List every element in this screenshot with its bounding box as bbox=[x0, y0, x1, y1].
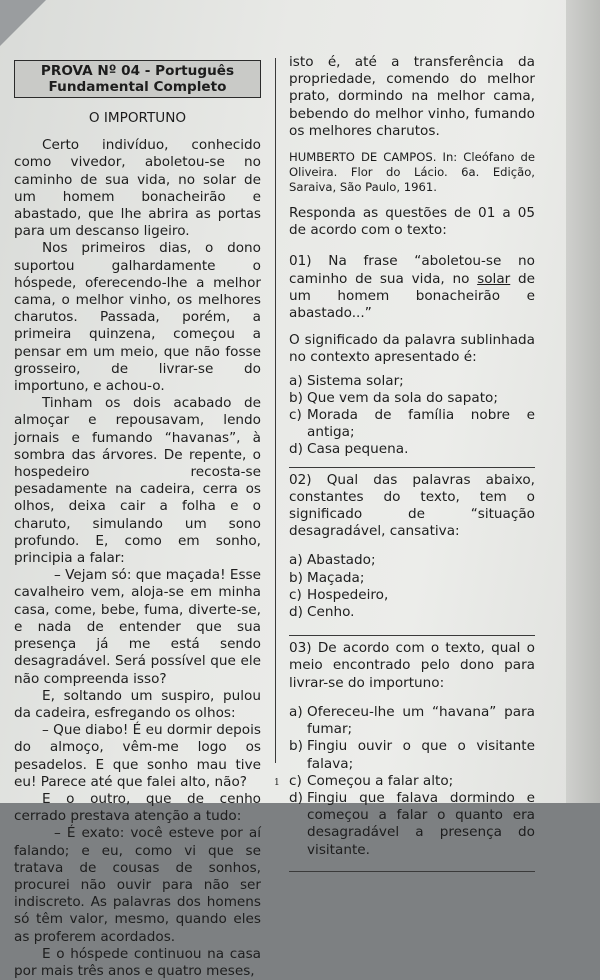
story-paragraph: – Vejam só: que maçada! Esse cavalheiro vem, aloja-se em minha casa, come, bebe, fuma, diverte-se, e nada de entender que sua presença já me está sendo desagradável. Será possível que ele não compreenda isso? bbox=[14, 567, 261, 687]
question-2-text: 02) Qual das palavras abaixo, constantes do texto, tem o significado de “situação desagradável, cansativa: bbox=[289, 471, 535, 540]
option-letter: b) bbox=[289, 738, 303, 755]
option-letter: d) bbox=[289, 604, 303, 621]
story-paragraph: E, soltando um suspiro, pulou da cadeira, esfregando os olhos: bbox=[14, 687, 261, 721]
answer-option bbox=[289, 773, 535, 790]
question-divider bbox=[289, 635, 535, 636]
story-text bbox=[14, 137, 261, 980]
exam-title-box bbox=[14, 60, 261, 98]
option-letter: c) bbox=[289, 586, 302, 603]
question-3-options bbox=[289, 704, 535, 859]
option-text: Abastado; bbox=[307, 552, 376, 569]
answer-option bbox=[289, 407, 535, 441]
question-2 bbox=[289, 472, 535, 622]
option-text: Fingiu ouvir o que o visitante falava; bbox=[307, 738, 535, 772]
story-paragraph: – Que diabo! É eu dormir depois do almoço, vêm-me logo os pesadelos. E que sonho mau tive eu! Parece até que falei alto, não? bbox=[14, 722, 261, 790]
option-text: Sistema solar; bbox=[307, 372, 404, 389]
underlined-word: solar bbox=[477, 270, 511, 287]
option-letter: b) bbox=[289, 569, 303, 586]
answer-option bbox=[289, 390, 535, 407]
question-1-prompt: O significado da palavra sublinhada no contexto apresentado é: bbox=[289, 332, 535, 366]
option-letter: d) bbox=[289, 441, 303, 458]
answer-option bbox=[289, 704, 535, 738]
answer-option bbox=[289, 604, 535, 621]
option-letter: c) bbox=[289, 407, 302, 424]
left-column bbox=[14, 60, 261, 980]
option-text: Fingiu que falava dormindo e começou a falar o quanto era desagradável a presença do visitante. bbox=[307, 789, 535, 858]
story-paragraph: Certo indivíduo, conhecido como vivedor, aboletou-se no caminho de sua vida, no solar de um homem bonacheirão e abastado, que lhe abrira as portas para um descanso ligeiro. bbox=[14, 137, 261, 240]
option-letter: a) bbox=[289, 552, 303, 569]
option-text: Cenho. bbox=[307, 604, 355, 621]
option-letter: c) bbox=[289, 772, 302, 789]
story-paragraph: Tinham os dois acabado de almoçar e repousavam, lendo jornais e fumando “havanas”, à sombra das árvores. De repente, o hospedeiro recosta-se pesadamente na cadeira, cerra os olhos, deixa cair a folha e o charuto, simulando um sono profundo. E, como em sonho, principia a falar: bbox=[14, 395, 261, 567]
option-text: Começou a falar alto; bbox=[307, 772, 454, 789]
option-text: Que vem da sola do sapato; bbox=[307, 389, 498, 406]
instructions: Responda as questões de 01 a 05 de acordo com o texto: bbox=[289, 205, 535, 239]
page-edge-shadow bbox=[566, 0, 600, 803]
right-column bbox=[289, 54, 535, 876]
question-1-options bbox=[289, 373, 535, 459]
column-divider bbox=[275, 58, 276, 763]
answer-option bbox=[289, 790, 535, 859]
question-divider bbox=[289, 467, 535, 468]
answer-option bbox=[289, 570, 535, 587]
question-3 bbox=[289, 640, 535, 858]
option-text: Maçada; bbox=[307, 569, 365, 586]
answer-option bbox=[289, 552, 535, 569]
question-1 bbox=[289, 253, 535, 458]
story-title: O IMPORTUNO bbox=[88, 110, 187, 126]
answer-option bbox=[289, 373, 535, 390]
page-number: 1 bbox=[274, 778, 280, 788]
source-reference: HUMBERTO DE CAMPOS. In: Cleófano de Oliveira. Flor do Lácio. 6a. Edição, Saraiva, São Paulo, 1961. bbox=[289, 150, 535, 195]
option-text: Morada de família nobre e antiga; bbox=[307, 407, 535, 441]
question-3-text: 03) De acordo com o texto, qual o meio encontrado pelo dono para livrar-se do importuno: bbox=[289, 640, 535, 691]
answer-option bbox=[289, 587, 535, 604]
option-letter: d) bbox=[289, 789, 303, 806]
option-letter: a) bbox=[289, 372, 303, 389]
question-1-text: 01) Na frase “aboletou-se no caminho de sua vida, no solar de um homem bonacheirão e abastado...” bbox=[289, 253, 535, 322]
exam-level: Fundamental Completo bbox=[48, 79, 227, 95]
option-text: Ofereceu-lhe um “havana” para fumar; bbox=[307, 703, 535, 738]
answer-option bbox=[289, 441, 535, 458]
answer-option bbox=[289, 738, 535, 772]
exam-title: PROVA Nº 04 - Português bbox=[40, 63, 235, 79]
story-continuation: isto é, até a transferência da propriedade, comendo do melhor prato, dormindo na melhor cama, bebendo do melhor vinho, fumando os melhores charutos. bbox=[289, 54, 535, 139]
option-letter: b) bbox=[289, 389, 303, 406]
question-divider bbox=[289, 871, 535, 872]
question-2-options bbox=[289, 552, 535, 621]
story-paragraph: Nos primeiros dias, o dono suportou galhardamente o hóspede, oferecendo-lhe a melhor cama, o melhor vinho, os melhores charutos. Passada, porém, a primeira quinzena, começou a pensar em um meio, que não fosse grosseiro, de livrar-se do importuno, e achou-o. bbox=[14, 240, 261, 395]
story-paragraph: E o outro, que de cenho cerrado prestava atenção a tudo: bbox=[14, 790, 261, 825]
option-letter: a) bbox=[289, 703, 303, 720]
folded-corner bbox=[0, 0, 46, 46]
option-text: Casa pequena. bbox=[307, 441, 409, 458]
story-paragraph: E o hóspede continuou na casa por mais três anos e quatro meses, bbox=[14, 945, 261, 979]
story-paragraph: – É exato: você esteve por aí falando; e eu, como vi que se tratava de cousas de sonhos, procurei não ouvir para não ser indiscreto. As palavras dos homens só têm valor, mesmo, quando eles as proferem acordados. bbox=[14, 825, 261, 945]
option-text: Hospedeiro, bbox=[307, 586, 389, 603]
